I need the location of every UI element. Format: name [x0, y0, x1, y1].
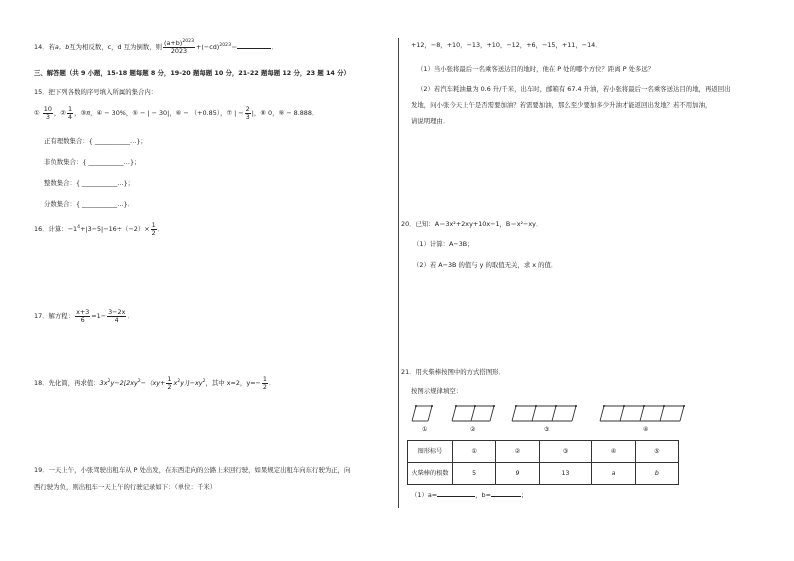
table-row — [408, 463, 679, 485]
matchstick-figure-3 — [510, 404, 586, 424]
table-cell: b — [635, 463, 678, 485]
question-21-subtitle: 按图示规律填空： — [411, 387, 463, 395]
table-cell: ① — [453, 441, 496, 463]
table-row — [408, 441, 679, 463]
question-19-part-2-line-2: 发地，问小张今天上午是否需要加油？若需要加油，那么至少要加多少升油才能返回出发地？若不用加油， — [411, 101, 712, 109]
figure-caption-2: ② — [470, 426, 476, 433]
figure-caption-3: ③ — [544, 426, 550, 433]
question-20: 20．已知：A＝3x²+2xy+10x−1，B＝x²−xy． — [401, 220, 543, 228]
table-cell: 13 — [539, 463, 592, 485]
table-cell: ② — [496, 441, 539, 463]
column-divider — [398, 38, 399, 508]
question-19-line-1: 19．一天上午，小张驾驶出租车从 P 处出发，在东西走向的公路上来回行驶，如果规定出租车向东行驶为正，向 — [34, 466, 351, 474]
set-integer: 整数集合：{ ___________…}； — [44, 179, 135, 187]
table-cell: ③ — [539, 441, 592, 463]
question-20-part-2: （2）若 A−3B 的值与 y 的取值无关，求 x 的值． — [413, 261, 558, 269]
question-21-answer: （1）a= ，b= ； — [411, 491, 528, 499]
question-21-title: 21．用火柴棒按图中的方式搭图形． — [401, 368, 505, 376]
answer-blank-b — [491, 496, 521, 497]
set-non-negative: 非负数集合：{ ___________…}； — [44, 158, 141, 166]
fraction: $\frac{1}{4}$ — [68, 105, 73, 121]
fraction: $\frac{3-2x}{4}$ — [108, 308, 126, 324]
table-cell: ⑤ — [635, 441, 678, 463]
fraction: $\frac{10}{3}$ — [43, 105, 52, 121]
fraction: $\frac{2}{3}$ — [245, 105, 250, 121]
table-cell: 5 — [453, 463, 496, 485]
table-cell: ④ — [592, 441, 635, 463]
matchstick-figure-2 — [450, 404, 500, 424]
question-19-line-2: 西行驶为负，则出租车一天上午的行驶记录如下：（单位：千米） — [34, 483, 217, 491]
figure-caption-4: ④ — [643, 426, 649, 433]
question-17: 17．解方程： $\frac{x+3}{6}$ =1− $\frac{3-2x}{4}$ ． — [34, 308, 134, 324]
table-cell: a — [592, 463, 635, 485]
matchstick-figure-4 — [598, 404, 694, 424]
fraction: $\frac{1}{2}$ — [151, 221, 156, 237]
question-20-part-1: （1）计算：A−3B； — [413, 240, 474, 248]
fraction: $\frac{(a+b)^{2023}}{2023}$ — [163, 39, 195, 55]
set-fraction: 分数集合：{ ___________…}． — [44, 200, 135, 208]
matchstick-table — [407, 440, 679, 485]
section-3-heading: 三、解答题（共 9 小题，15-18 题每题 8 分，19-20 题每题 10 分，21-22 题每题 12 分，23 题 14 分） — [34, 69, 350, 77]
fraction: $\frac{1}{2}$ — [167, 375, 172, 391]
question-19-part-2-line-3: 请说明理由． — [411, 117, 450, 125]
answer-blank-a — [437, 496, 475, 497]
table-cell: 图形标号 — [408, 441, 453, 463]
question-19-part-2-line-1: （2）若汽车耗油量为 0.6 升/千米，出车时，邮箱有 67.4 升油，若小张将最后一名乘客送达目的地，再返回出 — [417, 85, 731, 93]
set-positive-rational: 正有理数集合：{ ___________…}； — [44, 137, 147, 145]
question-19-part-1: （1）当小张将最后一名乘客送达目的地时，他在 P 处的哪个方位？距离 P 处多远？ — [417, 65, 655, 73]
fraction: $\frac{1}{2}$ — [262, 375, 267, 391]
table-cell: 9 — [496, 463, 539, 485]
table-cell: 火柴棒的根数 — [408, 463, 453, 485]
fraction: $\frac{x+3}{6}$ — [76, 308, 90, 324]
figure-caption-1: ① — [422, 426, 428, 433]
matchstick-figure-1 — [410, 404, 440, 424]
question-18: 18．先化简，再求值：$3x^2y-2[2xy^2-(xy+$ $\frac{1}{2}$ $x^2y)]-xy^2$，其中 x=2，y=− $\frac{1}{2}$ ． — [34, 375, 276, 391]
question-19-record: +12，−8，+10，−13，+10，−12，+6，−15，+11，−14． — [411, 41, 602, 49]
question-15-items: ① $\frac{10}{3}$ ，② $\frac{1}{4}$ ，③π，④ − 30%，⑤ − | − 30|，⑥ − （+0.85），⑦ | − $\frac{2}{3}$ |，⑧ 0，⑨ − 8.888． — [34, 105, 319, 121]
question-14: 14．若a，b互为相反数，c，d 互为倒数，则 $\frac{(a+b)^{2023}}{2023}$ $+(-cd)^{2023}=$ ． — [34, 39, 278, 55]
answer-blank — [237, 48, 271, 49]
question-15-title: 15．把下列各数的序号填入所属的集合内： — [34, 88, 158, 96]
question-16: 16．计算：$-1^4+|3-5|-16\div(-2)\times$ $\frac{1}{2}$ ． — [34, 221, 165, 237]
